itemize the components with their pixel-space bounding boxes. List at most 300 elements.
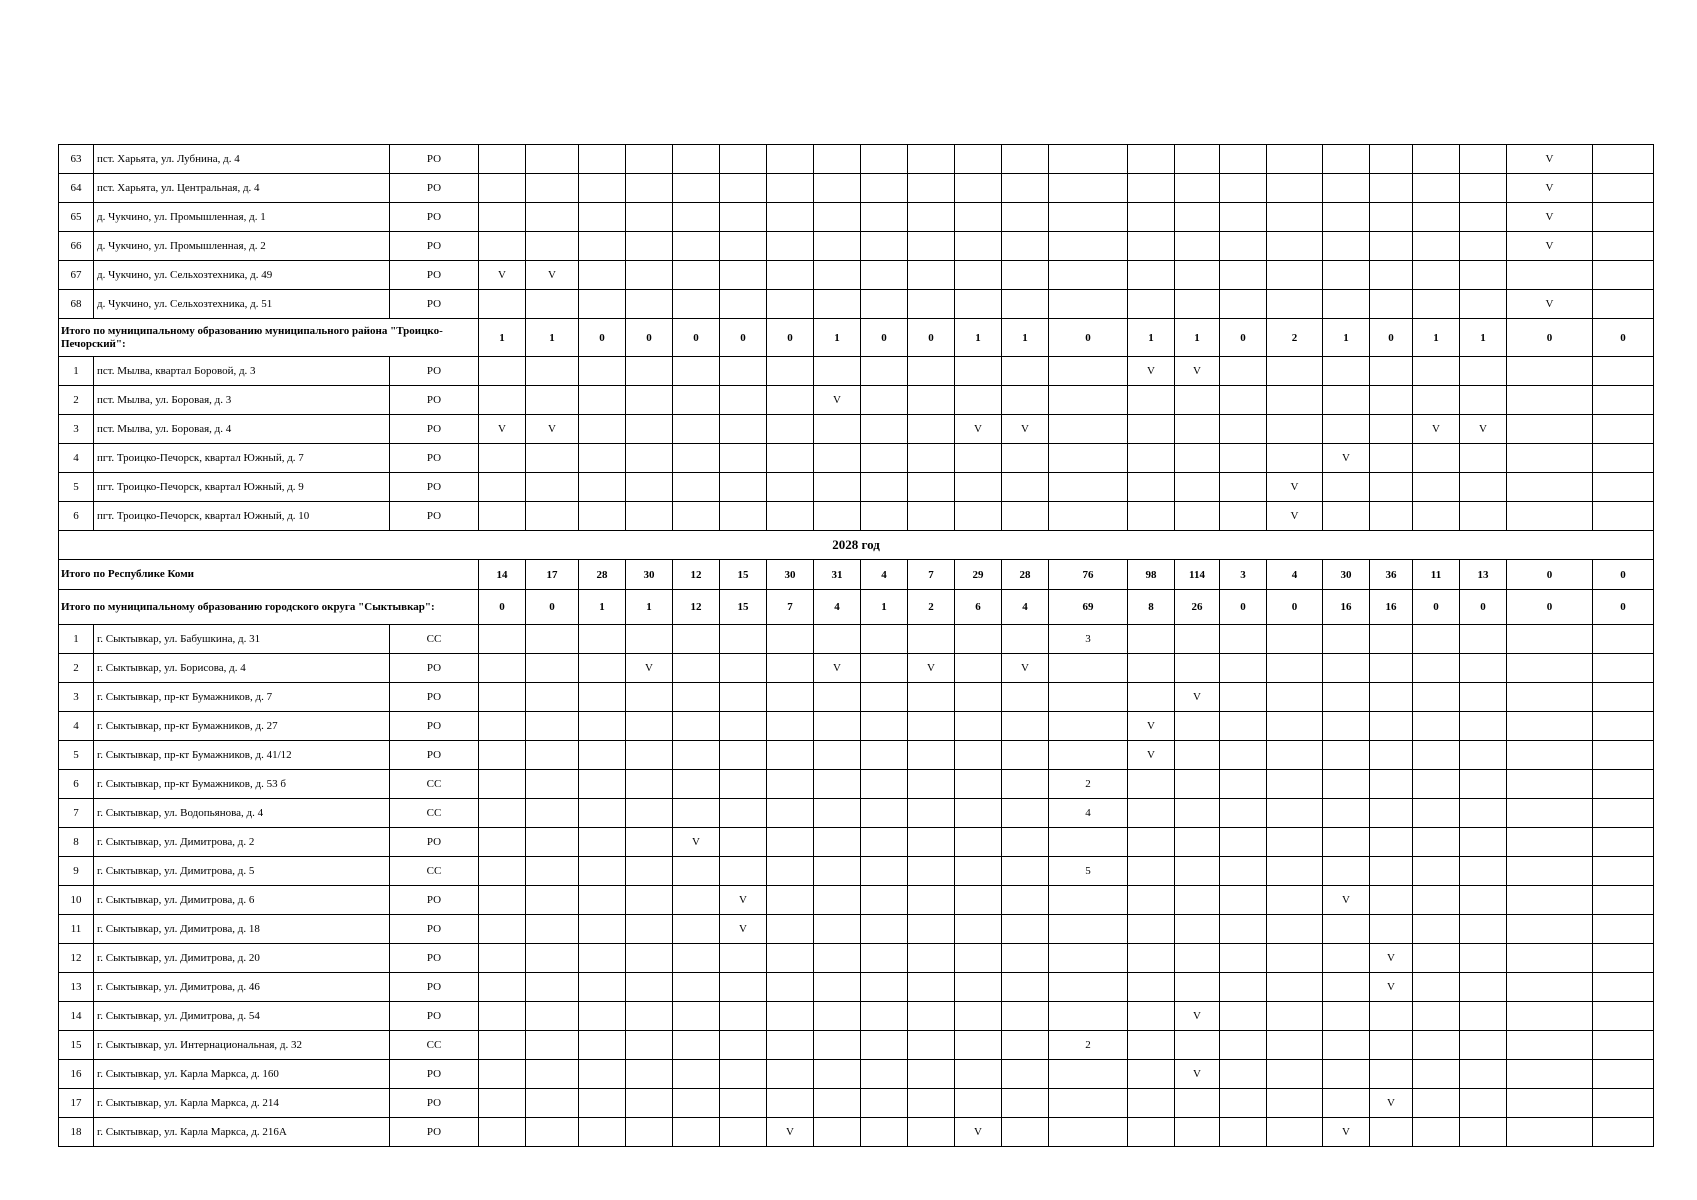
work-mark-cell: V: [626, 654, 673, 683]
work-mark-cell: [1002, 770, 1049, 799]
table-row: [59, 502, 1654, 531]
work-mark-cell: [579, 473, 626, 502]
work-mark-cell: [626, 915, 673, 944]
work-mark-cell: [579, 944, 626, 973]
work-mark-cell: [1220, 944, 1267, 973]
row-address: пст. Харьята, ул. Центральная, д. 4: [94, 174, 390, 203]
work-mark-cell: [720, 683, 767, 712]
total-value: 0: [1507, 560, 1593, 590]
work-mark-cell: [626, 944, 673, 973]
work-mark-cell: [955, 828, 1002, 857]
work-mark-cell: [1460, 799, 1507, 828]
table-row: [59, 944, 1654, 973]
work-mark-cell: [526, 683, 579, 712]
row-type: РО: [390, 290, 479, 319]
work-mark-cell: [1370, 915, 1413, 944]
work-mark-cell: [626, 1060, 673, 1089]
work-mark-cell: [1413, 174, 1460, 203]
row-number: 4: [59, 712, 94, 741]
work-mark-cell: [626, 444, 673, 473]
row-number: 1: [59, 357, 94, 386]
work-mark-cell: [1323, 415, 1370, 444]
work-mark-cell: [526, 915, 579, 944]
row-number: 68: [59, 290, 94, 319]
work-mark-cell: [861, 357, 908, 386]
work-mark-cell: [720, 770, 767, 799]
work-mark-cell: [861, 1089, 908, 1118]
work-mark-cell: [1128, 1031, 1175, 1060]
table-row: [59, 1118, 1654, 1147]
year-heading-row: [59, 531, 1654, 560]
work-mark-cell: [526, 973, 579, 1002]
work-mark-cell: 5: [1049, 857, 1128, 886]
work-mark-cell: [1370, 1118, 1413, 1147]
work-mark-cell: [1413, 1089, 1460, 1118]
work-mark-cell: [1128, 261, 1175, 290]
work-mark-cell: [767, 232, 814, 261]
work-mark-cell: V: [1507, 174, 1593, 203]
work-mark-cell: [720, 415, 767, 444]
row-type: РО: [390, 944, 479, 973]
work-mark-cell: [1002, 1031, 1049, 1060]
work-mark-cell: [814, 444, 861, 473]
work-mark-cell: [1413, 1118, 1460, 1147]
work-mark-cell: [814, 1089, 861, 1118]
work-mark-cell: [673, 1118, 720, 1147]
total-value: 0: [1593, 590, 1654, 625]
work-mark-cell: [767, 174, 814, 203]
work-mark-cell: [814, 261, 861, 290]
work-mark-cell: [1002, 712, 1049, 741]
work-mark-cell: [479, 741, 526, 770]
work-mark-cell: [1413, 232, 1460, 261]
work-mark-cell: [908, 741, 955, 770]
work-mark-cell: [1267, 683, 1323, 712]
work-mark-cell: [955, 915, 1002, 944]
work-mark-cell: [479, 944, 526, 973]
work-mark-cell: [1002, 973, 1049, 1002]
work-mark-cell: V: [1413, 415, 1460, 444]
work-mark-cell: [1049, 654, 1128, 683]
work-mark-cell: [955, 741, 1002, 770]
work-mark-cell: [1002, 1089, 1049, 1118]
work-mark-cell: [908, 357, 955, 386]
row-address: г. Сыктывкар, ул. Димитрова, д. 54: [94, 1002, 390, 1031]
work-mark-cell: [1175, 145, 1220, 174]
work-mark-cell: [1323, 1060, 1370, 1089]
row-address: г. Сыктывкар, ул. Карла Маркса, д. 160: [94, 1060, 390, 1089]
work-mark-cell: [579, 502, 626, 531]
row-address: г. Сыктывкар, ул. Димитрова, д. 6: [94, 886, 390, 915]
row-address: г. Сыктывкар, ул. Карла Маркса, д. 216А: [94, 1118, 390, 1147]
row-address: д. Чукчино, ул. Сельхозтехника, д. 49: [94, 261, 390, 290]
work-mark-cell: [861, 828, 908, 857]
row-number: 6: [59, 770, 94, 799]
capital-repair-table: [58, 144, 1654, 1147]
work-mark-cell: [1267, 1031, 1323, 1060]
work-mark-cell: [767, 357, 814, 386]
work-mark-cell: [526, 1089, 579, 1118]
work-mark-cell: [526, 799, 579, 828]
work-mark-cell: [1220, 232, 1267, 261]
work-mark-cell: [861, 857, 908, 886]
row-address: г. Сыктывкар, ул. Карла Маркса, д. 214: [94, 1089, 390, 1118]
work-mark-cell: [861, 683, 908, 712]
work-mark-cell: [526, 944, 579, 973]
work-mark-cell: [1593, 174, 1654, 203]
row-type: РО: [390, 232, 479, 261]
work-mark-cell: [720, 290, 767, 319]
table-row: [59, 174, 1654, 203]
work-mark-cell: [1049, 886, 1128, 915]
work-mark-cell: [861, 770, 908, 799]
work-mark-cell: [1002, 741, 1049, 770]
work-mark-cell: [1593, 944, 1654, 973]
work-mark-cell: V: [720, 886, 767, 915]
work-mark-cell: [767, 386, 814, 415]
work-mark-cell: [673, 741, 720, 770]
work-mark-cell: [579, 145, 626, 174]
work-mark-cell: [1220, 712, 1267, 741]
work-mark-cell: [673, 357, 720, 386]
work-mark-cell: [626, 886, 673, 915]
work-mark-cell: [1413, 625, 1460, 654]
work-mark-cell: [955, 712, 1002, 741]
work-mark-cell: [720, 857, 767, 886]
work-mark-cell: V: [1175, 1060, 1220, 1089]
work-mark-cell: [1460, 145, 1507, 174]
work-mark-cell: [579, 1118, 626, 1147]
work-mark-cell: [673, 683, 720, 712]
work-mark-cell: [526, 174, 579, 203]
work-mark-cell: [1002, 502, 1049, 531]
work-mark-cell: [955, 886, 1002, 915]
total-value: 36: [1370, 560, 1413, 590]
work-mark-cell: [673, 1089, 720, 1118]
work-mark-cell: [579, 973, 626, 1002]
row-address: пст. Мылва, ул. Боровая, д. 4: [94, 415, 390, 444]
work-mark-cell: [1128, 1060, 1175, 1089]
row-type: РО: [390, 741, 479, 770]
work-mark-cell: [814, 473, 861, 502]
work-mark-cell: [1507, 799, 1593, 828]
work-mark-cell: [861, 973, 908, 1002]
table-body: [59, 145, 1654, 1147]
work-mark-cell: [1049, 357, 1128, 386]
row-address: пгт. Троицко-Печорск, квартал Южный, д. 9: [94, 473, 390, 502]
work-mark-cell: [1593, 444, 1654, 473]
work-mark-cell: [861, 654, 908, 683]
work-mark-cell: V: [955, 1118, 1002, 1147]
work-mark-cell: [1267, 203, 1323, 232]
total-value: 1: [579, 590, 626, 625]
work-mark-cell: [908, 1060, 955, 1089]
row-type: РО: [390, 502, 479, 531]
row-number: 7: [59, 799, 94, 828]
work-mark-cell: [908, 1002, 955, 1031]
work-mark-cell: [1507, 1089, 1593, 1118]
row-type: СС: [390, 770, 479, 799]
total-value: 0: [579, 319, 626, 357]
work-mark-cell: [1507, 444, 1593, 473]
work-mark-cell: [1002, 683, 1049, 712]
work-mark-cell: [1002, 625, 1049, 654]
work-mark-cell: [1370, 654, 1413, 683]
total-label: Итого по муниципальному образованию городского округа "Сыктывкар":: [59, 590, 479, 625]
work-mark-cell: [1002, 145, 1049, 174]
work-mark-cell: [1460, 203, 1507, 232]
work-mark-cell: [626, 741, 673, 770]
row-type: СС: [390, 857, 479, 886]
work-mark-cell: [861, 232, 908, 261]
row-type: РО: [390, 203, 479, 232]
work-mark-cell: [1128, 973, 1175, 1002]
total-value: 26: [1175, 590, 1220, 625]
row-type: РО: [390, 886, 479, 915]
total-value: 1: [1128, 319, 1175, 357]
work-mark-cell: [1267, 915, 1323, 944]
work-mark-cell: [1175, 473, 1220, 502]
work-mark-cell: [908, 857, 955, 886]
work-mark-cell: [626, 770, 673, 799]
work-mark-cell: [1128, 415, 1175, 444]
work-mark-cell: [1507, 654, 1593, 683]
work-mark-cell: [720, 1060, 767, 1089]
work-mark-cell: [861, 625, 908, 654]
work-mark-cell: [1002, 944, 1049, 973]
row-address: г. Сыктывкар, пр-кт Бумажников, д. 27: [94, 712, 390, 741]
work-mark-cell: [479, 232, 526, 261]
work-mark-cell: [626, 290, 673, 319]
work-mark-cell: [1323, 625, 1370, 654]
work-mark-cell: V: [1370, 944, 1413, 973]
work-mark-cell: [479, 886, 526, 915]
work-mark-cell: [1507, 502, 1593, 531]
row-number: 2: [59, 386, 94, 415]
row-type: РО: [390, 357, 479, 386]
work-mark-cell: [626, 625, 673, 654]
work-mark-cell: [1370, 145, 1413, 174]
work-mark-cell: [1370, 473, 1413, 502]
work-mark-cell: [1175, 386, 1220, 415]
work-mark-cell: [1507, 944, 1593, 973]
work-mark-cell: [1370, 1060, 1413, 1089]
work-mark-cell: [1507, 625, 1593, 654]
work-mark-cell: [955, 502, 1002, 531]
row-address: пст. Мылва, ул. Боровая, д. 3: [94, 386, 390, 415]
work-mark-cell: [1593, 915, 1654, 944]
work-mark-cell: [1593, 712, 1654, 741]
work-mark-cell: [908, 712, 955, 741]
work-mark-cell: [1049, 415, 1128, 444]
work-mark-cell: [1049, 1060, 1128, 1089]
work-mark-cell: [1128, 473, 1175, 502]
work-mark-cell: [1460, 770, 1507, 799]
work-mark-cell: [814, 502, 861, 531]
work-mark-cell: [1370, 1031, 1413, 1060]
work-mark-cell: [814, 357, 861, 386]
work-mark-cell: [767, 683, 814, 712]
work-mark-cell: [1460, 886, 1507, 915]
work-mark-cell: [579, 290, 626, 319]
row-number: 9: [59, 857, 94, 886]
total-value: 0: [861, 319, 908, 357]
total-value: 0: [526, 590, 579, 625]
work-mark-cell: [908, 232, 955, 261]
work-mark-cell: [1370, 683, 1413, 712]
work-mark-cell: V: [1002, 415, 1049, 444]
work-mark-cell: [673, 654, 720, 683]
work-mark-cell: [1002, 261, 1049, 290]
table-row: [59, 261, 1654, 290]
work-mark-cell: [1267, 145, 1323, 174]
work-mark-cell: [1593, 654, 1654, 683]
work-mark-cell: [479, 1002, 526, 1031]
row-address: г. Сыктывкар, ул. Димитрова, д. 20: [94, 944, 390, 973]
work-mark-cell: [1267, 625, 1323, 654]
work-mark-cell: [1175, 915, 1220, 944]
work-mark-cell: [767, 473, 814, 502]
work-mark-cell: [767, 1060, 814, 1089]
work-mark-cell: [955, 386, 1002, 415]
work-mark-cell: [1220, 828, 1267, 857]
work-mark-cell: [626, 973, 673, 1002]
work-mark-cell: [479, 203, 526, 232]
table-row: [59, 357, 1654, 386]
work-mark-cell: [908, 770, 955, 799]
work-mark-cell: [861, 174, 908, 203]
work-mark-cell: [1220, 357, 1267, 386]
work-mark-cell: [1370, 444, 1413, 473]
row-number: 17: [59, 1089, 94, 1118]
work-mark-cell: V: [1175, 357, 1220, 386]
work-mark-cell: [673, 712, 720, 741]
work-mark-cell: [767, 290, 814, 319]
total-value: 7: [908, 560, 955, 590]
row-address: г. Сыктывкар, ул. Водопьянова, д. 4: [94, 799, 390, 828]
work-mark-cell: [1049, 145, 1128, 174]
work-mark-cell: [673, 915, 720, 944]
work-mark-cell: [673, 473, 720, 502]
work-mark-cell: [579, 232, 626, 261]
row-number: 10: [59, 886, 94, 915]
work-mark-cell: 4: [1049, 799, 1128, 828]
work-mark-cell: [1507, 741, 1593, 770]
total-label: Итого по Республике Коми: [59, 560, 479, 590]
work-mark-cell: [526, 654, 579, 683]
work-mark-cell: [1267, 386, 1323, 415]
work-mark-cell: [908, 261, 955, 290]
work-mark-cell: [1267, 1002, 1323, 1031]
work-mark-cell: [767, 444, 814, 473]
row-number: 67: [59, 261, 94, 290]
work-mark-cell: [1460, 357, 1507, 386]
work-mark-cell: [814, 712, 861, 741]
work-mark-cell: [955, 683, 1002, 712]
work-mark-cell: [673, 1002, 720, 1031]
work-mark-cell: [861, 415, 908, 444]
work-mark-cell: [626, 203, 673, 232]
work-mark-cell: [1507, 473, 1593, 502]
work-mark-cell: [1220, 1118, 1267, 1147]
work-mark-cell: [908, 973, 955, 1002]
row-number: 12: [59, 944, 94, 973]
work-mark-cell: [1002, 1060, 1049, 1089]
table-row: [59, 712, 1654, 741]
work-mark-cell: [1460, 828, 1507, 857]
row-address: пгт. Троицко-Печорск, квартал Южный, д. 7: [94, 444, 390, 473]
work-mark-cell: [1323, 203, 1370, 232]
total-value: 0: [1507, 319, 1593, 357]
work-mark-cell: [579, 915, 626, 944]
work-mark-cell: [1002, 290, 1049, 319]
work-mark-cell: [673, 1031, 720, 1060]
work-mark-cell: [720, 357, 767, 386]
work-mark-cell: [626, 1031, 673, 1060]
work-mark-cell: [1413, 770, 1460, 799]
work-mark-cell: [1507, 1002, 1593, 1031]
work-mark-cell: [526, 357, 579, 386]
work-mark-cell: [720, 203, 767, 232]
row-address: г. Сыктывкар, ул. Димитрова, д. 46: [94, 973, 390, 1002]
work-mark-cell: [1128, 290, 1175, 319]
work-mark-cell: V: [1460, 415, 1507, 444]
work-mark-cell: [955, 1060, 1002, 1089]
row-type: РО: [390, 1089, 479, 1118]
work-mark-cell: [1593, 973, 1654, 1002]
work-mark-cell: [1002, 886, 1049, 915]
work-mark-cell: V: [1267, 502, 1323, 531]
work-mark-cell: [1323, 357, 1370, 386]
work-mark-cell: [1175, 1031, 1220, 1060]
work-mark-cell: [767, 857, 814, 886]
work-mark-cell: [1128, 683, 1175, 712]
work-mark-cell: [526, 1002, 579, 1031]
work-mark-cell: [720, 145, 767, 174]
work-mark-cell: [1267, 1060, 1323, 1089]
work-mark-cell: [673, 770, 720, 799]
work-mark-cell: [861, 886, 908, 915]
work-mark-cell: [479, 712, 526, 741]
total-value: 16: [1323, 590, 1370, 625]
work-mark-cell: [1413, 357, 1460, 386]
work-mark-cell: [908, 625, 955, 654]
work-mark-cell: [526, 473, 579, 502]
work-mark-cell: [626, 857, 673, 886]
total-value: 8: [1128, 590, 1175, 625]
row-address: г. Сыктывкар, ул. Димитрова, д. 2: [94, 828, 390, 857]
work-mark-cell: [579, 444, 626, 473]
total-value: 1: [861, 590, 908, 625]
work-mark-cell: [908, 145, 955, 174]
work-mark-cell: [1220, 741, 1267, 770]
row-number: 15: [59, 1031, 94, 1060]
work-mark-cell: V: [1323, 1118, 1370, 1147]
work-mark-cell: [1175, 444, 1220, 473]
work-mark-cell: [861, 712, 908, 741]
work-mark-cell: [1220, 386, 1267, 415]
total-value: 4: [861, 560, 908, 590]
work-mark-cell: [861, 741, 908, 770]
work-mark-cell: [767, 828, 814, 857]
total-value: 1: [1175, 319, 1220, 357]
work-mark-cell: [579, 828, 626, 857]
work-mark-cell: [1267, 415, 1323, 444]
work-mark-cell: [1049, 712, 1128, 741]
table-row: [59, 1031, 1654, 1060]
work-mark-cell: [1002, 828, 1049, 857]
work-mark-cell: [1323, 290, 1370, 319]
